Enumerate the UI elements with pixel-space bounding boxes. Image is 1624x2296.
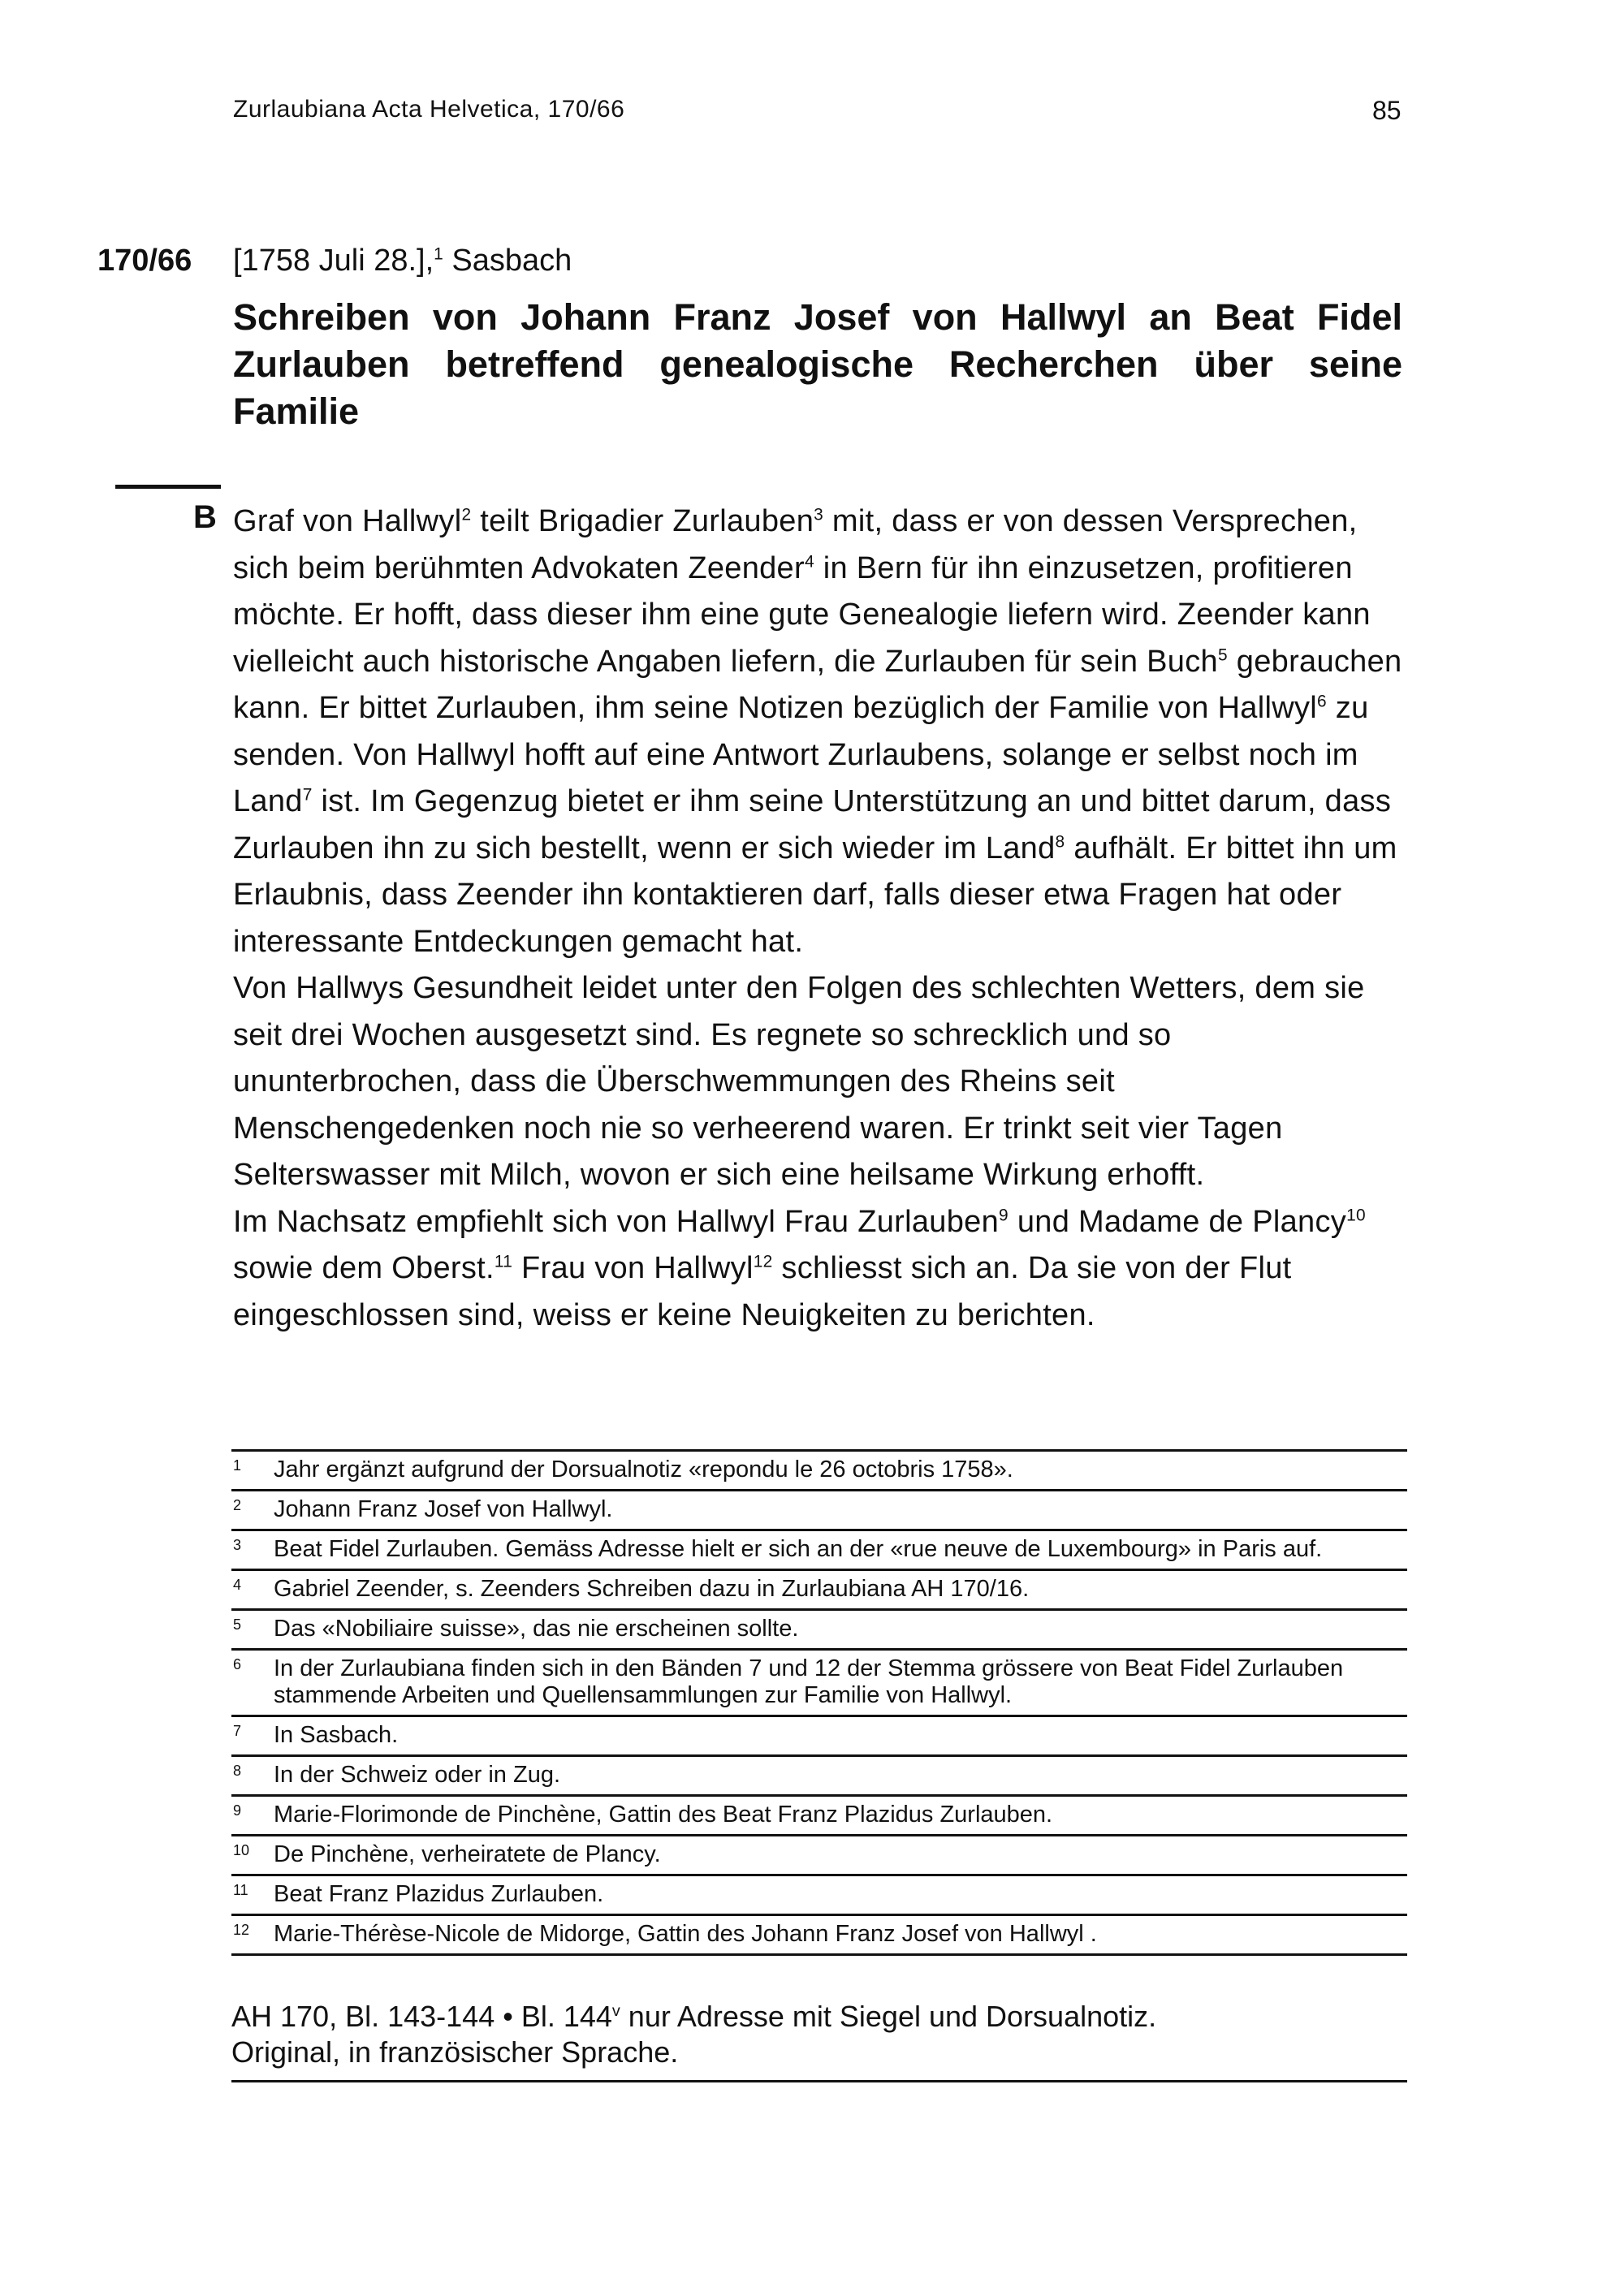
footnote-item xyxy=(231,1797,1407,1836)
footnote-ref[interactable]: 5 xyxy=(1217,645,1228,664)
body-text-segment: mit, dass er von dessen Versprechen, sich beim berühmten Advokaten Zeender xyxy=(233,504,1358,585)
footnote-ref[interactable]: 2 xyxy=(461,505,472,524)
dateline-place: Sasbach xyxy=(443,244,572,278)
body-text-segment: aufhält. Er bittet ihn um Erlaubnis, dass Zeender ihn kontaktieren darf, falls dieser etwa Fragen hat oder interessante Entdeckungen gemacht hat. xyxy=(233,831,1397,959)
footnote-item xyxy=(231,1651,1407,1717)
footnote-text: Marie-Thérèse-Nicole de Midorge, Gattin des Johann Franz Josef von Hallwyl . xyxy=(274,1921,1097,1947)
body-text-segment: zu senden. Von Hallwyl hofft auf eine Antwort Zurlaubens, solange er selbst noch im Land xyxy=(233,691,1369,818)
footnote-text: In der Schweiz oder in Zug. xyxy=(274,1762,561,1788)
footnote-text: Marie-Florimonde de Pinchène, Gattin des Beat Franz Plazidus Zurlauben. xyxy=(274,1802,1053,1828)
body-text-segment: ist. Im Gegenzug bietet er ihm seine Unterstützung an und bittet darum, dass Zurlauben ihn zu sich bestellt, wenn er sich wieder im Land xyxy=(233,784,1392,865)
footnote-item xyxy=(231,1876,1407,1916)
footnote-item xyxy=(231,1611,1407,1651)
body-paragraph xyxy=(233,965,1402,1199)
footnotes-list xyxy=(231,1449,1407,1956)
body-text-segment: Im Nachsatz empfiehlt sich von Hallwyl Frau Zurlauben xyxy=(233,1204,1000,1239)
source-text: AH 170, Bl. 143-144 • Bl. 144 xyxy=(231,2000,612,2033)
footnote-ref[interactable]: 4 xyxy=(804,551,814,571)
footnote-item xyxy=(231,1531,1407,1571)
footnote-ref[interactable]: 3 xyxy=(814,505,824,524)
footnote-number: 6 xyxy=(233,1656,242,1672)
footnote-ref[interactable]: 11 xyxy=(494,1252,513,1271)
footnote-ref[interactable]: 9 xyxy=(999,1205,1009,1224)
footnote-number: 8 xyxy=(233,1763,242,1779)
footnote-item xyxy=(231,1916,1407,1956)
footnote-number: 2 xyxy=(233,1497,242,1513)
footnote-ref[interactable]: 7 xyxy=(302,785,313,805)
source-text: nur Adresse mit Siegel und Dorsualnotiz. xyxy=(620,2000,1157,2033)
running-head: Zurlaubiana Acta Helvetica, 170/66 xyxy=(233,96,625,123)
footnote-ref[interactable]: 1 xyxy=(434,244,443,264)
body-paragraph xyxy=(233,498,1402,965)
footnote-item xyxy=(231,1717,1407,1757)
footnote-number: 9 xyxy=(233,1802,242,1819)
footnote-ref[interactable]: 12 xyxy=(753,1252,773,1271)
footnote-text: Gabriel Zeender, s. Zeenders Schreiben dazu in Zurlaubiana AH 170/16. xyxy=(274,1576,1030,1602)
footnote-number: 11 xyxy=(233,1882,248,1898)
footnote-text: Beat Franz Plazidus Zurlauben. xyxy=(274,1881,604,1907)
footnote-item xyxy=(231,1757,1407,1797)
body-text-segment: in Bern für ihn einzusetzen, profitieren möchte. Er hofft, dass dieser ihm eine gute Genealogie liefern wird. Zeender kann vielleicht auch historische Angaben liefern, die Zurlauben für sein Buch xyxy=(233,550,1371,679)
dateline-date: [1758 Juli 28.], xyxy=(233,244,434,278)
footnote-ref[interactable]: 6 xyxy=(1317,692,1327,711)
document-number: 170/66 xyxy=(97,244,192,278)
source-note xyxy=(231,1999,1407,2082)
footnote-number: 5 xyxy=(233,1616,242,1633)
footnote-item xyxy=(231,1836,1407,1876)
footnote-item xyxy=(231,1452,1407,1491)
footnote-number: 3 xyxy=(233,1537,242,1553)
footnote-number: 10 xyxy=(233,1842,250,1858)
footnote-text: In Sasbach. xyxy=(274,1722,399,1748)
page-number: 85 xyxy=(1372,96,1402,125)
body-text-segment: und Madame de Plancy xyxy=(1008,1204,1347,1239)
body-text-segment: Frau von Hallwyl xyxy=(512,1251,754,1285)
body-text-segment: Von Hallwys Gesundheit leidet unter den Folgen des schlechten Wetters, dem sie seit drei Wochen ausgesetzt sind. Es regnete so schrecklich und so ununterbrochen, dass die Überschwemmungen des Rheins seit Menschengedenken noch nie so verheerend waren. Er trinkt seit vier Tagen Selterswasser mit Milch, wovon er sich eine heilsame Wirkung erhofft. xyxy=(233,971,1365,1192)
body-text-segment: sowie dem Oberst. xyxy=(233,1251,495,1285)
section-divider xyxy=(115,485,221,489)
dateline xyxy=(233,244,572,278)
regest-body xyxy=(233,498,1402,1339)
footnote-text: De Pinchène, verheiratete de Plancy. xyxy=(274,1841,661,1867)
footnote-ref[interactable]: 10 xyxy=(1346,1205,1366,1224)
footnote-number: 4 xyxy=(233,1577,242,1593)
footnote-item xyxy=(231,1491,1407,1531)
verso-mark: v xyxy=(611,2002,620,2020)
footnote-number: 1 xyxy=(233,1457,242,1474)
footnote-text: Das «Nobiliaire suisse», das nie erscheinen sollte. xyxy=(274,1616,799,1642)
footnote-item xyxy=(231,1571,1407,1611)
footnote-number: 12 xyxy=(233,1922,250,1938)
source-line-2: Original, in französischer Sprache. xyxy=(231,2035,679,2069)
entry-title: Schreiben von Johann Franz Josef von Hallwyl an Beat Fidel Zurlauben betreffend genealogische Recherchen über seine Familie xyxy=(233,296,1402,432)
footnote-text: Johann Franz Josef von Hallwyl. xyxy=(274,1496,613,1522)
body-text-segment: Graf von Hallwyl xyxy=(233,504,462,538)
footnote-text: Jahr ergänzt aufgrund der Dorsualnotiz «repondu le 26 octobris 1758». xyxy=(274,1457,1013,1482)
footnote-text: In der Zurlaubiana finden sich in den Bänden 7 und 12 der Stemma grössere von Beat Fidel Zurlauben stammende Arbeiten und Quellensammlungen zur Familie von Hallwyl. xyxy=(274,1655,1344,1708)
footnote-number: 7 xyxy=(233,1723,242,1739)
regest-marker: B xyxy=(193,499,217,535)
body-text-segment: schliesst sich an. Da sie von der Flut eingeschlossen sind, weiss er keine Neuigkeiten zu berichten. xyxy=(233,1251,1292,1332)
footnote-text: Beat Fidel Zurlauben. Gemäss Adresse hielt er sich an der «rue neuve de Luxembourg» in Paris auf. xyxy=(274,1536,1323,1562)
source-line-1 xyxy=(231,1999,1407,2035)
body-text-segment: teilt Brigadier Zurlauben xyxy=(471,504,814,538)
body-text-segment: gebrauchen kann. Er bittet Zurlauben, ihm seine Notizen bezüglich der Familie von Hallwyl xyxy=(233,644,1402,725)
footnote-ref[interactable]: 8 xyxy=(1055,831,1065,851)
body-paragraph xyxy=(233,1199,1402,1340)
